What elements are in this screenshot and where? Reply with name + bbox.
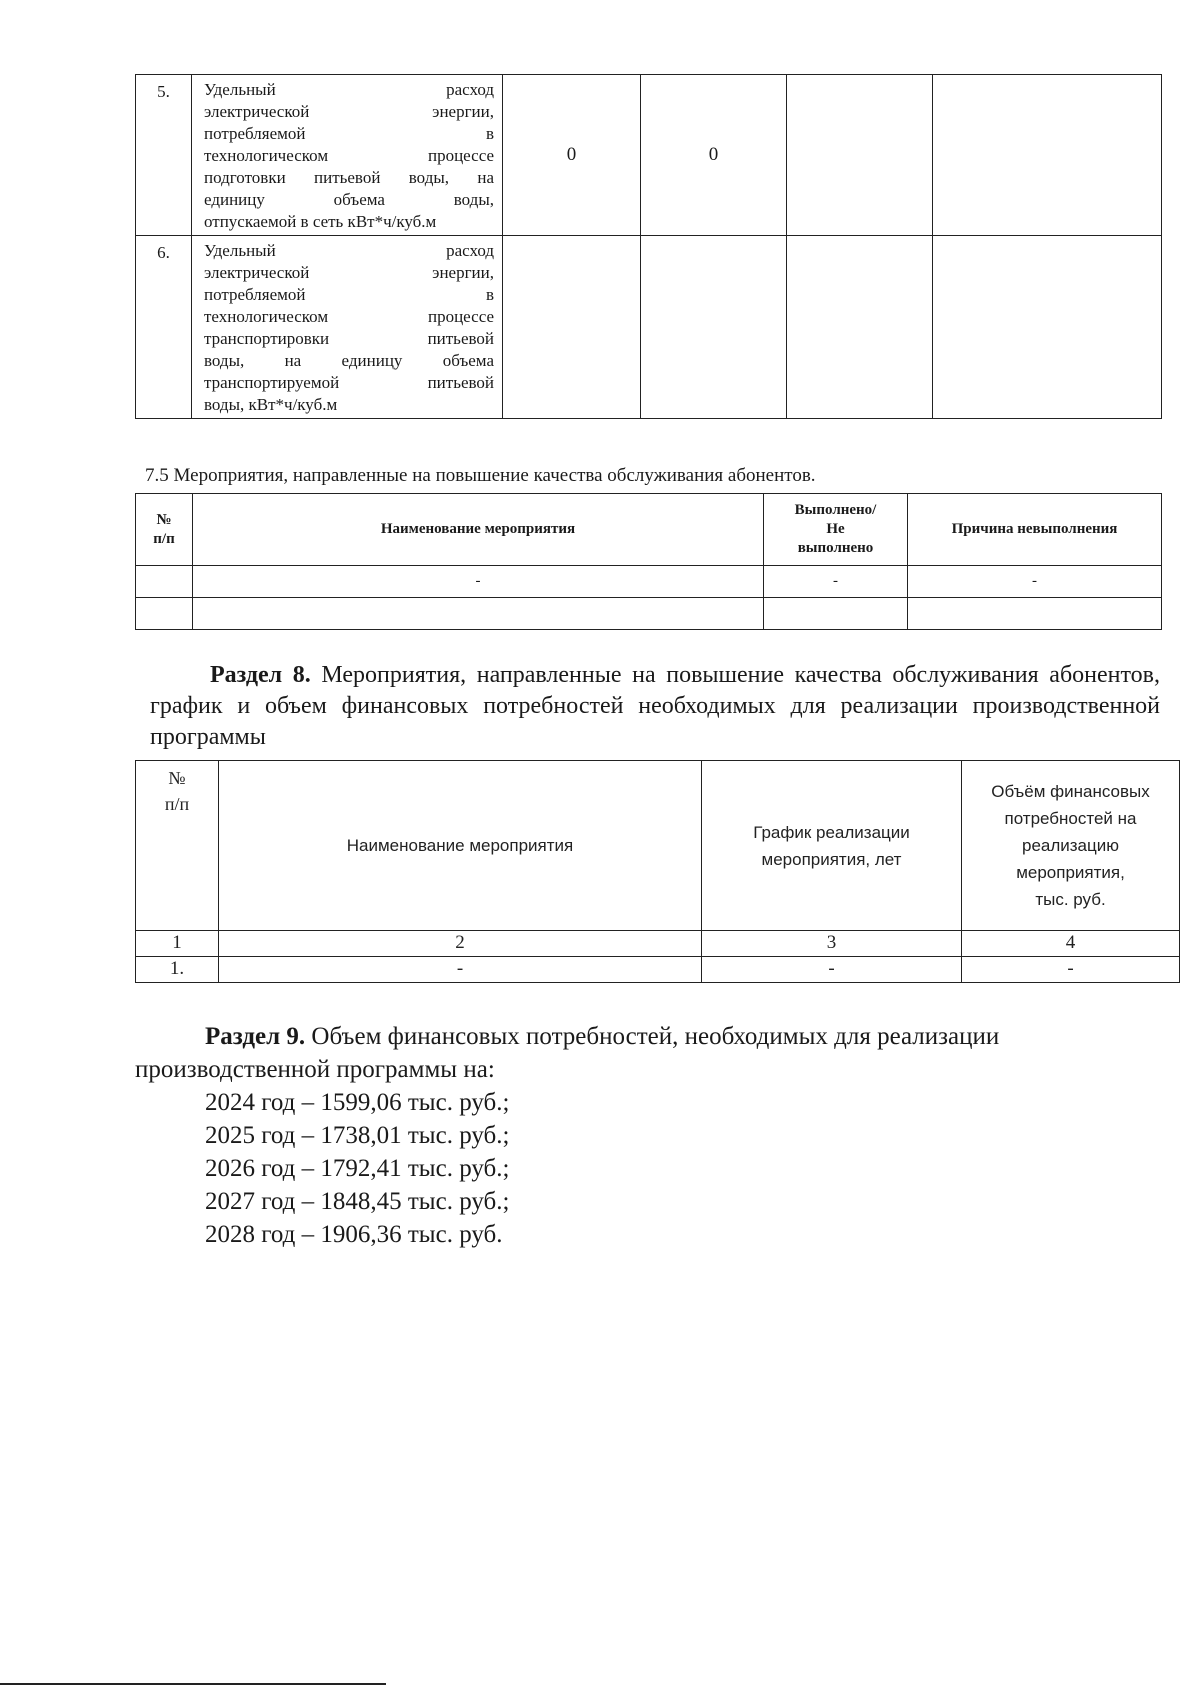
column-header-schedule: [702, 761, 962, 931]
indicator-name-line: единицу объема воды,: [204, 190, 494, 209]
table-cell: -: [702, 957, 962, 983]
indicator-name: [192, 236, 503, 419]
table-cell: [764, 598, 908, 630]
indicator-name-line: транспортируемой питьевой: [204, 373, 494, 392]
header-line: мероприятия,: [1016, 863, 1125, 882]
list-item: 2026 год – 1792,41 тыс. руб.;: [205, 1155, 510, 1182]
header-line: Объём финансовых: [991, 782, 1150, 801]
table-cell: -: [764, 566, 908, 598]
value-cell: [787, 236, 933, 419]
list-item: 2024 год – 1599,06 тыс. руб.;: [205, 1089, 510, 1116]
list-item: 2027 год – 1848,45 тыс. руб.;: [205, 1188, 510, 1215]
table-cell: 3: [702, 931, 962, 957]
indicator-name-line: транспортировки питьевой: [204, 329, 494, 348]
value-cell: [503, 236, 641, 419]
measures-8-table: [135, 760, 1180, 983]
section-8-heading: [150, 660, 1160, 753]
table-row: [136, 957, 1180, 983]
column-header-volume: [962, 761, 1180, 931]
header-line: тыс. руб.: [1035, 890, 1106, 909]
financial-needs-list: [135, 1086, 1165, 1251]
table-cell: [136, 566, 193, 598]
section-7-5-heading: 7.5 Мероприятия, направленные на повышение качества обслуживания абонентов.: [145, 465, 816, 486]
indicator-name-line: потребляемой в: [204, 124, 494, 143]
numbering-row: [136, 931, 1180, 957]
footnote-divider: [0, 1683, 386, 1685]
indicator-name-line: электрической энергии,: [204, 102, 494, 121]
value-cell: [933, 75, 1162, 236]
value-cell: [787, 75, 933, 236]
table-cell: [908, 598, 1162, 630]
list-item: 2025 год – 1738,01 тыс. руб.;: [205, 1122, 510, 1149]
value-cell: [641, 236, 787, 419]
table-row: [136, 566, 1162, 598]
indicator-name-line: отпускаемой в сеть кВт*ч/куб.м: [204, 212, 437, 231]
header-line: мероприятия, лет: [761, 849, 902, 869]
indicator-name-line: потребляемой в: [204, 285, 494, 304]
column-header-name: Наименование мероприятия: [193, 494, 764, 566]
section-9-text: Объем финансовых потребностей, необходимых для реализации производственной программы на:: [135, 1023, 1000, 1083]
header-line: выполнено: [797, 540, 874, 556]
table-cell: [193, 598, 764, 630]
table-cell: -: [908, 566, 1162, 598]
table-cell: [136, 598, 193, 630]
indicator-name-line: воды, кВт*ч/куб.м: [204, 395, 338, 414]
table-cell: 1: [136, 931, 219, 957]
indicator-name-line: технологическом процессе: [204, 307, 494, 326]
indicator-name-line: электрической энергии,: [204, 263, 494, 282]
table-cell: 1.: [136, 957, 219, 983]
header-line: Выполнено/: [794, 502, 877, 518]
indicator-name-line: подготовки питьевой воды, на: [204, 168, 494, 187]
indicator-name-line: Удельный расход: [204, 241, 494, 260]
table-cell: 2: [219, 931, 702, 957]
header-line: п/п: [164, 794, 190, 814]
header-line: реализацию: [1021, 836, 1119, 855]
value-cell: [933, 236, 1162, 419]
header-line: потребностей на: [1004, 809, 1137, 828]
header-line: №: [156, 511, 172, 528]
column-header-number: [136, 761, 219, 931]
table-row: [136, 598, 1162, 630]
indicators-table: [135, 74, 1162, 419]
header-line: График реализации: [753, 822, 910, 842]
table-header-row: [136, 761, 1180, 931]
header-line: п/п: [153, 530, 175, 547]
column-header-done: [764, 494, 908, 566]
section-9-heading: [135, 1020, 1165, 1086]
indicator-name-line: технологическом процессе: [204, 146, 494, 165]
table-cell: -: [962, 957, 1180, 983]
list-item: 2028 год – 1906,36 тыс. руб.: [205, 1221, 503, 1248]
table-cell: -: [219, 957, 702, 983]
row-number: 5.: [136, 75, 192, 236]
section-8-text: Мероприятия, направленные на повышение качества обслуживания абонентов, график и объем финансовых потребностей необходимых для реализации производственной программы: [150, 662, 1160, 750]
indicator-name-line: Удельный расход: [204, 80, 494, 99]
table-row: [136, 236, 1162, 419]
value-cell: 0: [641, 75, 787, 236]
indicator-name-line: воды, на единицу объема: [204, 351, 494, 370]
table-header-row: [136, 494, 1162, 566]
measures-7-5-table: [135, 493, 1162, 630]
column-header-number: [136, 494, 193, 566]
section-8-label: Раздел 8.: [210, 662, 311, 688]
section-9: [135, 1020, 1165, 1251]
table-cell: 4: [962, 931, 1180, 957]
header-line: Не: [826, 521, 845, 537]
column-header-reason: Причина невыполнения: [908, 494, 1162, 566]
table-cell: -: [193, 566, 764, 598]
indicator-name: [192, 75, 503, 236]
column-header-name: Наименование мероприятия: [219, 761, 702, 931]
header-line: №: [168, 768, 186, 788]
row-number: 6.: [136, 236, 192, 419]
table-row: [136, 75, 1162, 236]
section-9-label: Раздел 9.: [205, 1023, 306, 1050]
value-cell: 0: [503, 75, 641, 236]
